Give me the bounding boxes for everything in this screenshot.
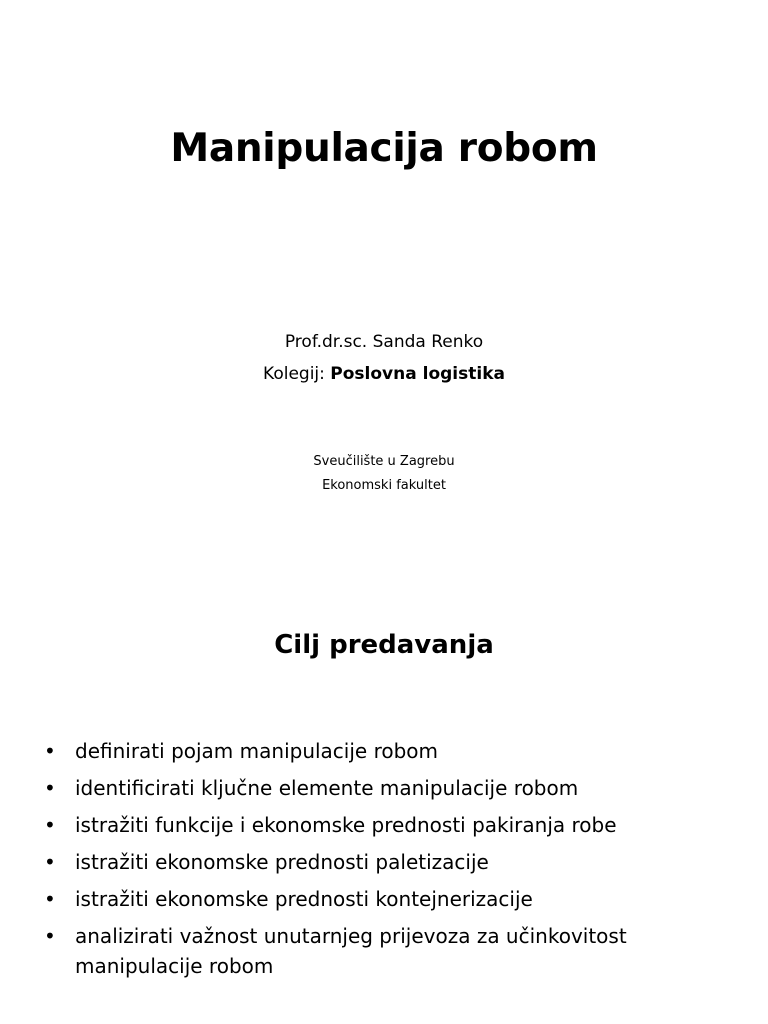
bullet-icon: •: [44, 924, 56, 948]
bullet-icon: •: [44, 850, 56, 874]
list-item: [44, 810, 734, 840]
course-name: Poslovna logistika: [330, 364, 505, 384]
bullet-icon: •: [44, 887, 56, 911]
objectives-slide: [0, 576, 768, 1024]
university-name: Sveučilište u Zagrebu: [313, 454, 455, 469]
course-prefix: Kolegij:: [263, 364, 331, 384]
presentation-title: Manipulacija robom: [170, 126, 598, 171]
list-item: [44, 921, 734, 981]
list-item-text: identificirati ključne elemente manipulacije robom: [75, 776, 579, 800]
bullet-icon: •: [44, 813, 56, 837]
objectives-list: [44, 736, 734, 988]
list-item: [44, 736, 734, 766]
slide-title: Cilj predavanja: [274, 630, 494, 660]
list-item-text: istražiti ekonomske prednosti paletizacije: [75, 850, 489, 874]
list-item: [44, 773, 734, 803]
course-line: [0, 364, 768, 384]
list-item: [44, 847, 734, 877]
author-name: Prof.dr.sc. Sanda Renko: [284, 332, 484, 352]
bullet-icon: •: [44, 776, 56, 800]
list-item-text: definirati pojam manipulacije robom: [75, 739, 439, 763]
list-item: [44, 884, 734, 914]
list-item-text: analizirati važnost unutarnjeg prijevoza za učinkovitost manipulacije robom: [75, 924, 627, 978]
faculty-name: Ekonomski fakultet: [322, 478, 446, 493]
bullet-icon: •: [44, 739, 56, 763]
list-item-text: istražiti ekonomske prednosti kontejnerizacije: [75, 887, 533, 911]
list-item-text: istražiti funkcije i ekonomske prednosti pakiranja robe: [75, 813, 617, 837]
